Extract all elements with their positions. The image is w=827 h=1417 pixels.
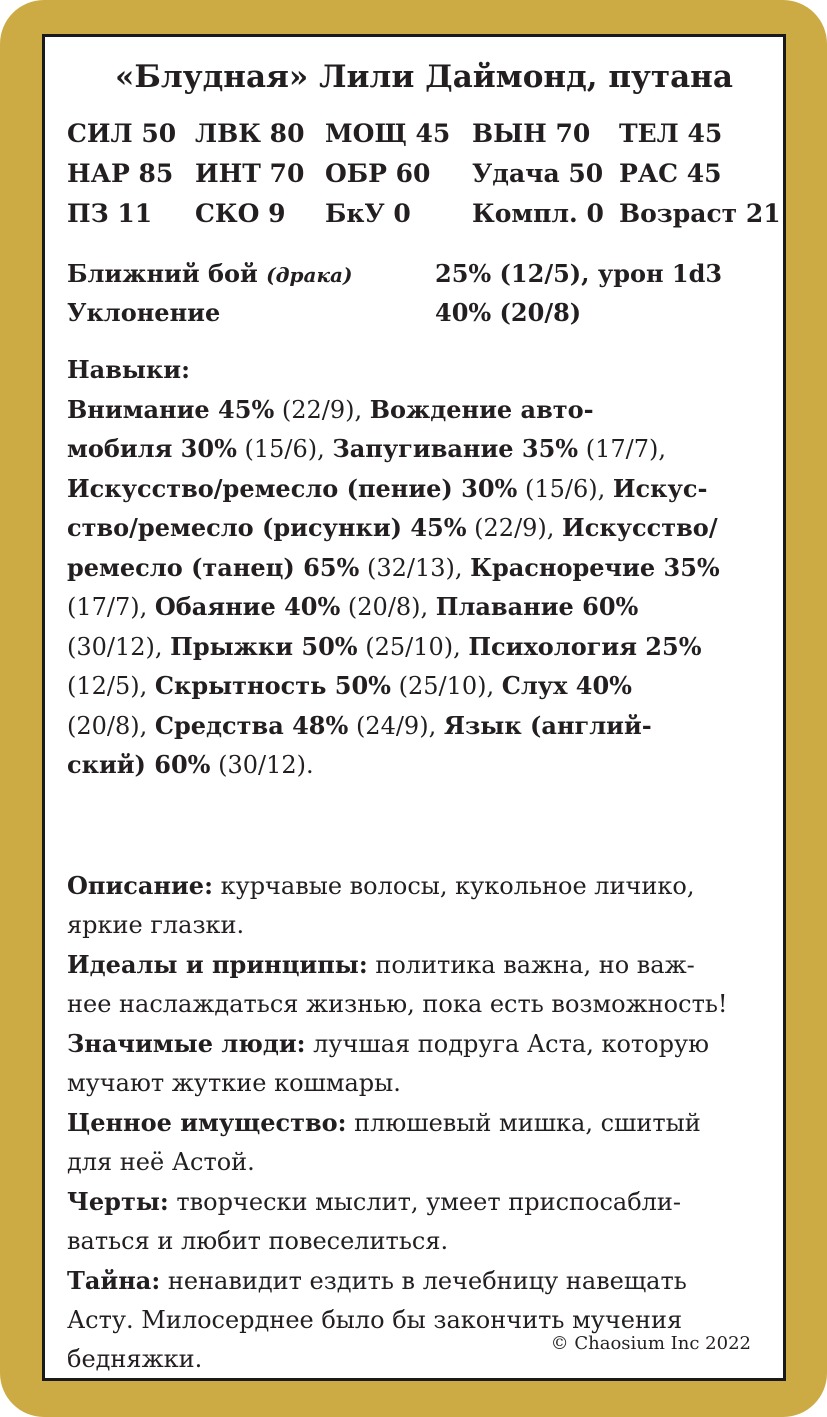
skill-label: ремесло (танец) 65%: [67, 552, 360, 582]
skill-line: [67, 745, 720, 785]
skill-text: (20/8),: [340, 593, 436, 621]
description-line: [67, 866, 728, 906]
stat-age: Возраст 21: [619, 199, 781, 228]
skill-line: [67, 390, 720, 430]
description-label: Черты:: [67, 1187, 169, 1216]
skill-label: Средства 48%: [154, 710, 349, 740]
description-line: [67, 1182, 728, 1222]
skill-label: Плавание 60%: [435, 592, 639, 621]
stat-str: СИЛ 50: [67, 119, 177, 148]
stat-con: ВЫН 70: [472, 119, 591, 148]
skill-line: [67, 666, 720, 706]
combat-dodge-label: Уклонение: [67, 298, 221, 327]
description-label: Ценное имущество:: [67, 1108, 347, 1137]
description-text: плюшевый мишка, сшитый: [346, 1109, 701, 1137]
description-line: [67, 1143, 728, 1183]
stat-san: РАС 45: [619, 159, 722, 188]
description-line: [67, 1222, 728, 1262]
skill-text: (25/10),: [390, 672, 502, 700]
description-text: курчавые волосы, кукольное личико,: [212, 872, 695, 900]
stat-luck: Удача 50: [472, 159, 604, 188]
description-line: [67, 1103, 728, 1143]
combat-dodge-value: 40% (20/8): [435, 298, 582, 327]
skill-line: [67, 587, 720, 627]
description-section: [67, 866, 728, 1380]
description-text: бедняжки.: [67, 1345, 203, 1373]
combat-melee-label: [67, 259, 352, 288]
description-text: нее наслаждаться жизнью, пока есть возможность!: [67, 989, 728, 1018]
skill-text: (12/5),: [67, 672, 155, 700]
skill-label: Прыжки 50%: [170, 631, 358, 661]
skill-text: (17/7),: [67, 593, 155, 621]
skill-label: Скрытность 50%: [154, 671, 391, 700]
skill-text: (22/9),: [466, 514, 563, 542]
description-text: ваться и любит повеселиться.: [67, 1226, 449, 1255]
description-label: Описание:: [67, 871, 213, 900]
description-line: [67, 945, 728, 985]
skills-list: [67, 390, 720, 785]
skill-label: Обаяние 40%: [154, 592, 341, 621]
skill-text: (25/10),: [357, 632, 469, 661]
skill-label: Вождение авто-: [369, 394, 594, 424]
combat-melee-name: Ближний бой: [67, 259, 258, 288]
description-line: [67, 1261, 728, 1301]
description-text: мучают жуткие кошмары.: [67, 1068, 401, 1097]
skill-label: Запугивание 35%: [332, 434, 579, 463]
description-label: Идеалы и принципы:: [67, 950, 368, 979]
description-label: Тайна:: [67, 1266, 161, 1295]
combat-melee-note: (драка): [266, 263, 353, 287]
skill-text: (30/12).: [210, 751, 314, 779]
skill-line: [67, 548, 720, 588]
stat-pow: МОЩ 45: [325, 119, 451, 148]
skill-label: Язык (англий-: [443, 710, 652, 740]
stat-edu: ОБР 60: [325, 159, 431, 188]
description-text: ненавидит ездить в лечебницу навещать: [160, 1267, 687, 1295]
skill-text: (15/6),: [517, 474, 613, 503]
skill-label: Искусство/: [562, 513, 718, 542]
stat-build: Компл. 0: [472, 199, 604, 228]
stat-hp: ПЗ 11: [67, 199, 153, 228]
stat-dex: ЛВК 80: [195, 119, 305, 148]
skill-label: ство/ремесло (рисунки) 45%: [67, 513, 467, 542]
skill-label: Искусство/ремесло (пение) 30%: [67, 473, 518, 503]
skill-text: (20/8),: [67, 711, 155, 740]
stat-int: ИНТ 70: [195, 159, 305, 188]
description-label: Значимые люди:: [67, 1029, 306, 1058]
description-text: политика важна, но важ-: [367, 951, 695, 979]
skill-line: [67, 706, 720, 746]
stat-mov: СКО 9: [195, 199, 286, 228]
skill-text: (24/9),: [348, 711, 444, 740]
description-text: Асту. Милосерднее было бы закончить мучения: [67, 1305, 683, 1334]
skill-label: Искус-: [612, 473, 708, 503]
skill-text: (32/13),: [359, 553, 471, 582]
skills-heading: Навыки:: [67, 355, 190, 384]
skill-label: Психология 25%: [468, 631, 702, 661]
skill-label: мобиля 30%: [67, 434, 237, 463]
description-text: яркие глазки.: [67, 910, 245, 939]
character-title: «Блудная» Лили Даймонд, путана: [115, 59, 733, 95]
description-line: [67, 1024, 728, 1064]
skill-label: Красноречие 35%: [470, 552, 720, 582]
description-text: лучшая подруга Аста, которую: [305, 1030, 710, 1058]
skill-label: Слух 40%: [501, 671, 632, 700]
skill-line: [67, 508, 720, 548]
skill-text: (17/7),: [578, 435, 666, 463]
skill-text: (30/12),: [67, 632, 171, 661]
skill-line: [67, 429, 720, 469]
description-text: для неё Астой.: [67, 1147, 255, 1176]
description-line: [67, 1064, 728, 1104]
stat-siz: ТЕЛ 45: [619, 119, 723, 148]
description-line: [67, 906, 728, 946]
skill-line: [67, 469, 720, 509]
skill-label: ский) 60%: [67, 750, 211, 779]
skill-text: (15/6),: [236, 435, 333, 463]
stat-db: БкУ 0: [325, 199, 411, 228]
skills-section: [67, 350, 720, 785]
combat-melee-value: 25% (12/5), урон 1d3: [435, 259, 723, 288]
description-line: [67, 985, 728, 1025]
copyright: © Chaosium Inc 2022: [550, 1333, 751, 1354]
character-card: [42, 34, 786, 1381]
stat-app: НАР 85: [67, 159, 174, 188]
skill-line: [67, 627, 720, 667]
skill-label: Внимание 45%: [67, 394, 275, 424]
skill-text: (22/9),: [274, 395, 370, 424]
description-text: творчески мыслит, умеет приспосабли-: [168, 1188, 682, 1216]
